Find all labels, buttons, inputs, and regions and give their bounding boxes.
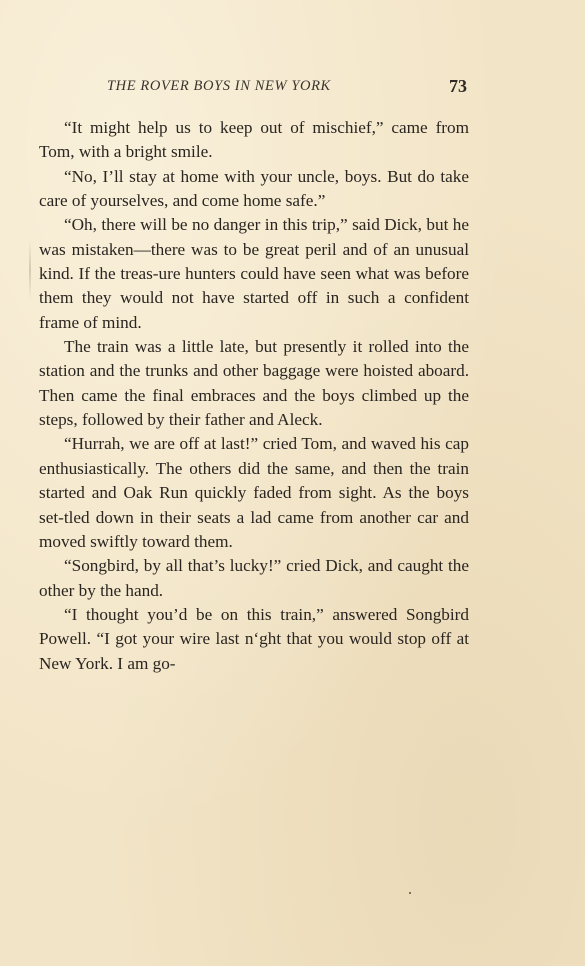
body-text: [39, 116, 469, 676]
paper-speck: [409, 892, 411, 894]
running-head: THE ROVER BOYS IN NEW YORK: [107, 78, 331, 94]
page-number: 73: [449, 76, 467, 96]
paragraph: “Songbird, by all that’s lucky!” cried Dick, and caught the other by the hand.: [39, 556, 469, 600]
paragraph: “No, I’ll stay at home with your uncle, boys. But do take care of yourselves, and come home safe.”: [39, 166, 469, 211]
paragraph: The train was a little late, but presently it rolled into the station and the trunks and other baggage were hoisted aboard. Then came the final embraces and the boys climbed up the steps, followed by their father and Aleck.: [39, 337, 469, 430]
page-header: [0, 78, 585, 104]
paragraph: “Oh, there will be no danger in this trip,” said Dick, but he was mistaken—there was to be great peril and of an unusual kind. If the treas-ure hunters could have seen what was before them they would not have started off in such a confident frame of mind.: [39, 215, 469, 332]
margin-stain: [29, 240, 31, 300]
paragraph: “I thought you’d be on this train,” answered Songbird Powell. “I got your wire last n‘ght that you would stop off at New York. I am go-: [39, 604, 469, 673]
paragraph: “Hurrah, we are off at last!” cried Tom, and waved his cap enthusiastically. The others did the same, and then the train started and Oak Run quickly faded from sight. As the boys set-tled down in their seats a lad came from another car and moved swiftly toward them.: [39, 434, 469, 551]
paragraph: “It might help us to keep out of mischief,” came from Tom, with a bright smile.: [39, 118, 469, 162]
